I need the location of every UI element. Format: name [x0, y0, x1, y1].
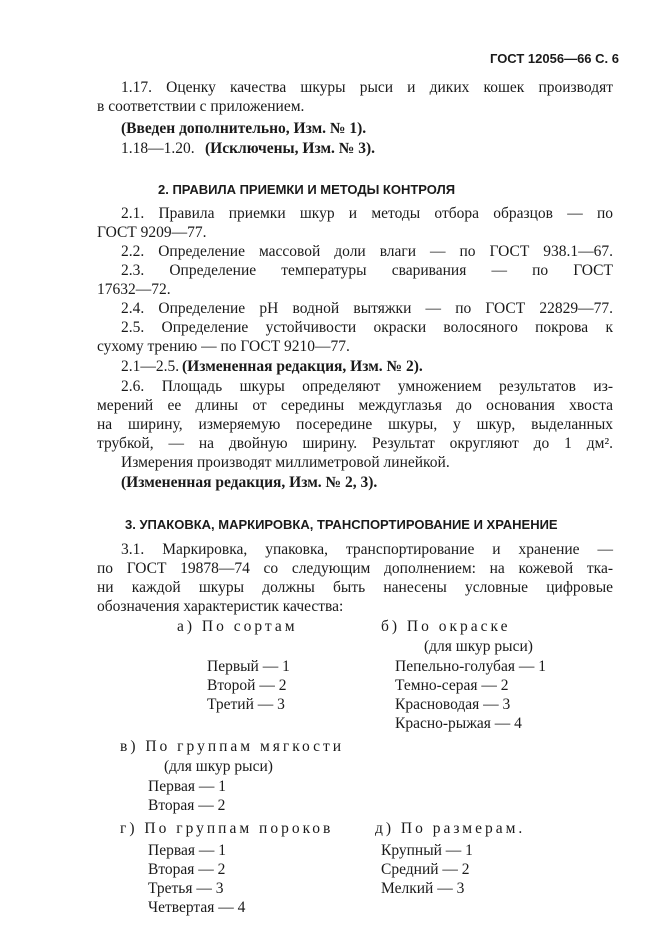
list-item: Средний — 2 [381, 861, 470, 878]
text-line: ни каждой шкуры должны быть нанесены условные цифровые [97, 579, 613, 596]
text-line: 2.3. Определение температуры сваривания — по ГОСТ [121, 262, 613, 279]
amendment-note: (Исключены, Изм. № 3). [205, 140, 375, 157]
list-item: Вторая — 2 [148, 797, 226, 814]
text-line: по ГОСТ 19878—74 со следующим дополнением: на кожевой тка- [97, 560, 613, 577]
list-title: в) По группам мягкости [120, 738, 345, 755]
text-line: Измерения производят миллиметровой линейкой. [121, 454, 450, 471]
text-line: на ширину, измеряемую посередине шкуры, у шкур, выделанных [97, 416, 613, 433]
list-subtitle: (для шкур рыси) [164, 758, 273, 775]
list-item: Третья — 3 [148, 880, 224, 897]
text-line: 17632—72. [97, 281, 171, 298]
text-line: сухому трению — по ГОСТ 9210—77. [97, 338, 350, 355]
amendment-note: (Введен дополнительно, Изм. № 1). [121, 120, 367, 137]
list-item: Темно-серая — 2 [395, 677, 509, 694]
paragraph-number: 1.18—1.20. [121, 140, 195, 157]
paragraph-number: 2.1—2.5. [121, 358, 180, 375]
text-line: 2.1. Правила приемки шкур и методы отбора образцов — по [121, 205, 613, 222]
list-subtitle: (для шкур рыси) [424, 638, 533, 655]
text-line: 3.1. Маркировка, упаковка, транспортирование и хранение — [121, 541, 613, 558]
list-item: Третий — 3 [207, 696, 285, 713]
text-line: 2.5. Определение устойчивости окраски волосяного покрова к [121, 319, 613, 336]
list-item: Первая — 1 [148, 778, 226, 795]
section-title: 2. ПРАВИЛА ПРИЕМКИ И МЕТОДЫ КОНТРОЛЯ [158, 182, 456, 197]
list-item: Красноводая — 3 [395, 696, 511, 713]
text-line: 2.4. Определение рН водной вытяжки — по ГОСТ 22829—77. [121, 300, 613, 317]
list-item: Вторая — 2 [148, 861, 226, 878]
list-item: Первый — 1 [207, 658, 290, 675]
document-reference: ГОСТ 12056—66 С. 6 [490, 51, 619, 66]
list-title: г) По группам пороков [120, 820, 334, 837]
list-item: Мелкий — 3 [381, 880, 465, 897]
list-item: Первая — 1 [148, 842, 226, 859]
list-item: Второй — 2 [207, 677, 287, 694]
text-line: 2.2. Определение массовой доли влаги — по ГОСТ 938.1—67. [121, 243, 613, 260]
amendment-note: (Измененная редакция, Изм. № 2). [182, 358, 423, 375]
list-title: а) По сортам [177, 618, 298, 635]
list-item: Крупный — 1 [381, 842, 473, 859]
list-item: Красно-рыжая — 4 [395, 715, 522, 732]
text-line: 2.6. Площадь шкуры определяют умножением результатов из- [121, 378, 613, 395]
list-title: б) По окраске [381, 618, 511, 635]
section-title: 3. УПАКОВКА, МАРКИРОВКА, ТРАНСПОРТИРОВАНИЕ И ХРАНЕНИЕ [125, 517, 558, 532]
list-item: Пепельно-голубая — 1 [395, 658, 546, 675]
list-title: д) По размерам. [375, 820, 526, 837]
text-line: обозначения характеристик качества: [97, 598, 344, 615]
list-item: Четвертая — 4 [148, 899, 246, 916]
paragraph-1-17-line: 1.17. Оценку качества шкуры рыси и диких кошек производят [121, 79, 613, 96]
text-line: ГОСТ 9209—77. [97, 224, 207, 241]
text-line: мерений ее длины от середины междуглазья до основания хвоста [97, 397, 613, 414]
amendment-note: (Измененная редакция, Изм. № 2, 3). [121, 474, 378, 491]
paragraph-1-17-line: в соответствии с приложением. [97, 98, 305, 115]
text-line: трубкой, — на двойную ширину. Результат округляют до 1 дм². [97, 435, 613, 452]
